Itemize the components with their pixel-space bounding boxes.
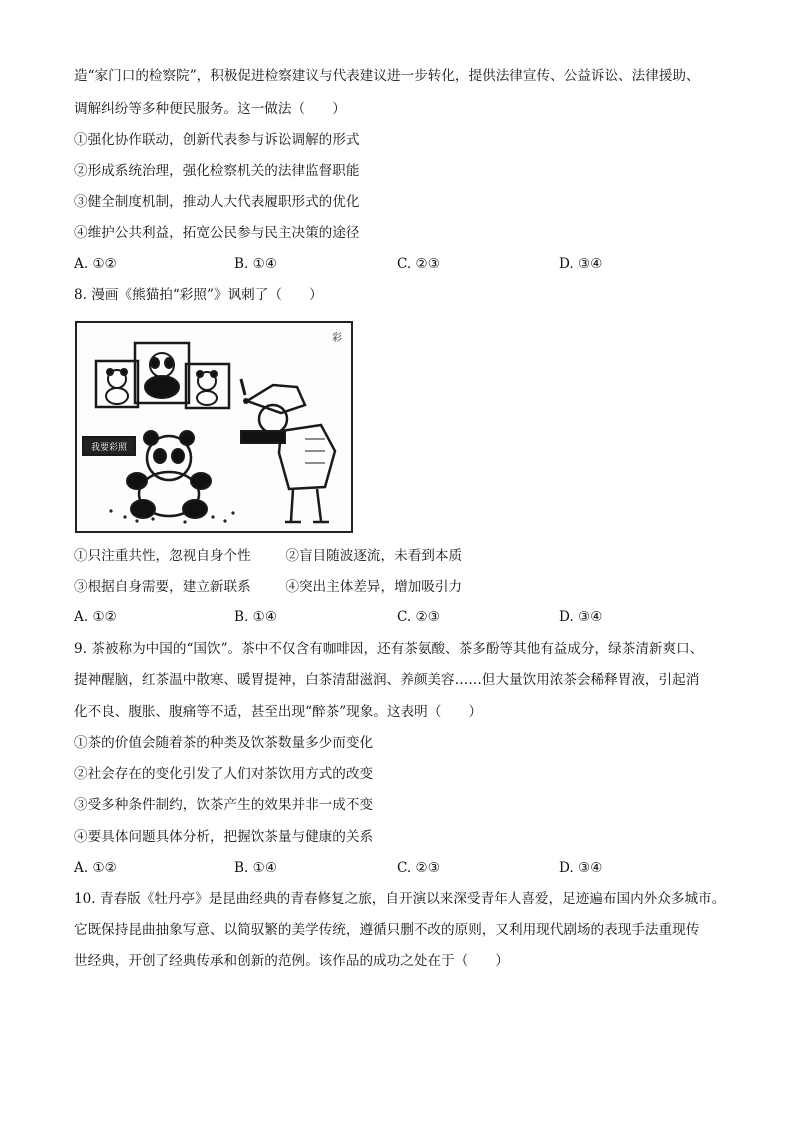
q9-option-c[interactable]: C. ②③: [397, 860, 440, 876]
q7-stem-line-1: 造“家门口的检察院”，积极促进检察建议与代表建议进一步转化，提供法律宣传、公益诉讼、法律援助、: [74, 68, 700, 84]
q8-option-a[interactable]: A. ①②: [74, 609, 117, 625]
q8-item-3: ③根据自身需要，建立新联系: [74, 579, 251, 595]
q7-item-1: ①强化协作联动，创新代表参与诉讼调解的形式: [74, 132, 360, 148]
q9-stem-line-2: 提神醒脑，红茶温中散寒、暖胃提神，白茶清甜滋润、养颜美容……但大量饮用浓茶会稀释胃液，引起消: [74, 672, 700, 688]
q8-items-line-1: [74, 547, 462, 565]
q7-options: [74, 255, 734, 273]
q7-option-b[interactable]: B. ①④: [234, 256, 278, 272]
q8-item-1: ①只注重共性，忽视自身个性: [74, 548, 251, 564]
q9-item-2: ②社会存在的变化引发了人们对茶饮用方式的改变: [74, 766, 374, 782]
q9-item-4: ④要具体问题具体分析，把握饮茶量与健康的关系: [74, 829, 374, 845]
cartoon-illustration: [75, 321, 353, 533]
q9-option-b[interactable]: B. ①④: [234, 860, 278, 876]
q9-option-d[interactable]: D. ③④: [559, 860, 603, 876]
q7-option-a[interactable]: A. ①②: [74, 256, 117, 272]
q9-options: [74, 859, 734, 877]
q8-item-4: ④突出主体差异，增加吸引力: [285, 579, 463, 595]
q7-item-4: ④维护公共利益，拓宽公民参与民主决策的途径: [74, 225, 360, 241]
q10-stem-line-3: 世经典，开创了经典传承和创新的范例。该作品的成功之处在于（ ）: [74, 953, 509, 969]
q8-option-c[interactable]: C. ②③: [397, 609, 440, 625]
q9-item-1: ①茶的价值会随着茶的种类及饮茶数量多少而变化: [74, 735, 374, 751]
q8-items-line-2: [74, 578, 462, 596]
q8-item-2: ②盲目随波逐流，未看到本质: [285, 548, 463, 564]
q9-option-a[interactable]: A. ①②: [74, 860, 117, 876]
q9-stem-line-3: 化不良、腹胀、腹痛等不适，甚至出现“醉茶”现象。这表明（ ）: [74, 704, 483, 720]
cartoon-sign-text: 我要彩照: [90, 443, 128, 453]
q7-item-3: ③健全制度机制，推动人大代表履职形式的优化: [74, 194, 360, 210]
q10-stem-line-2: 它既保持昆曲抽象写意、以简驭繁的美学传统，遵循只删不改的原则，又利用现代剧场的表现手法重现传: [74, 922, 700, 938]
q7-option-c[interactable]: C. ②③: [397, 256, 440, 272]
cartoon-corner-mark: 彩: [332, 333, 342, 344]
q9-item-3: ③受多种条件制约，饮茶产生的效果并非一成不变: [74, 797, 374, 813]
q7-option-d[interactable]: D. ③④: [559, 256, 603, 272]
q8-option-b[interactable]: B. ①④: [234, 609, 278, 625]
q7-item-2: ②形成系统治理，强化检察机关的法律监督职能: [74, 163, 360, 179]
q8-options: [74, 608, 734, 626]
q9-stem-line-1: 9. 茶被称为中国的“国饮”。茶中不仅含有咖啡因，还有茶氨酸、茶多酚等其他有益成分，绿茶清新爽口、: [74, 641, 704, 657]
q8-option-d[interactable]: D. ③④: [559, 609, 603, 625]
cartoon-panda-photo: [75, 321, 353, 533]
q8-stem: 8. 漫画《熊猫拍“彩照”》讽刺了（ ）: [74, 287, 323, 303]
q10-stem-line-1: 10. 青春版《牡丹亭》是昆曲经典的青春修复之旅，自开演以来深受青年人喜爱，足迹遍布国内外众多城市。: [74, 891, 726, 907]
q7-stem-line-2: 调解纠纷等多种便民服务。这一做法（ ）: [74, 101, 346, 117]
